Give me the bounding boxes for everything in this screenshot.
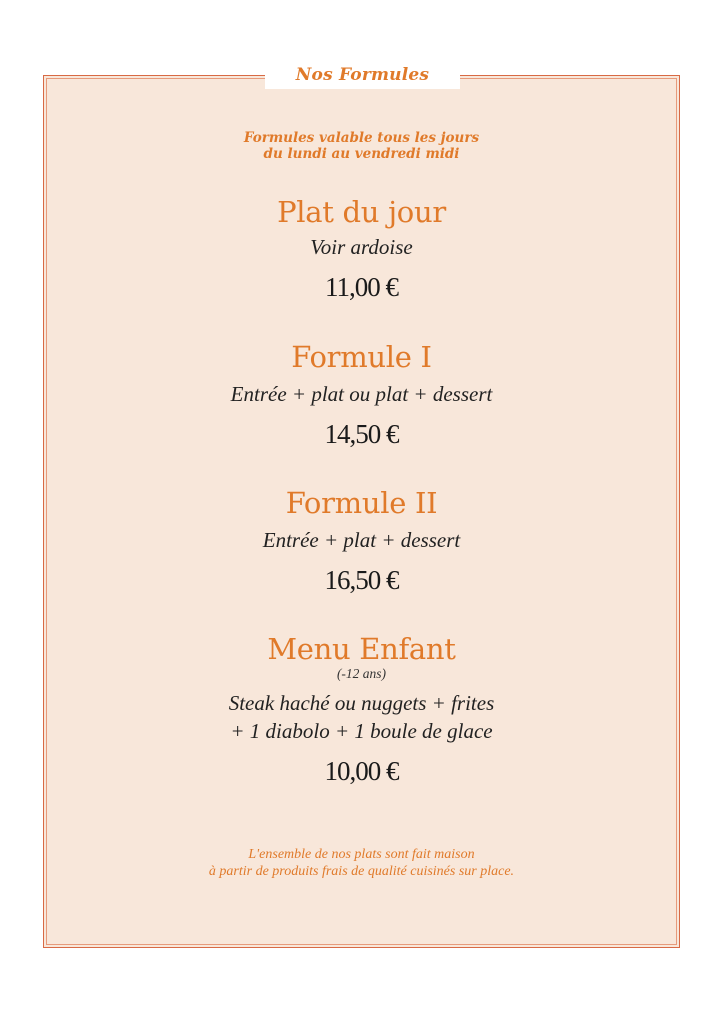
formula-title: Formule II [285, 486, 438, 520]
validity-note [43, 130, 680, 162]
footer-line-1: L'ensemble de nos plats sont fait maison [248, 847, 475, 862]
formula-description: Entrée + plat ou plat + dessert [230, 382, 493, 406]
formula-description: Voir ardoise [310, 235, 413, 259]
footer-line-2: à partir de produits frais de qualité cuisinés sur place. [208, 864, 515, 879]
formula-menu-enfant [43, 632, 680, 787]
formula-price: 11,00 € [325, 272, 398, 302]
formula-price: 10,00 € [324, 756, 399, 786]
formula-title: Plat du jour [277, 195, 446, 229]
formula-description: Entrée + plat + dessert [262, 528, 461, 552]
formula-price: 14,50 € [324, 419, 399, 449]
formula-plat-du-jour [43, 195, 680, 303]
page-title: Nos Formules [265, 62, 460, 89]
footer-note [43, 846, 680, 880]
validity-line-2: du lundi au vendredi midi [263, 146, 460, 162]
formula-description-line-2: + 1 diabolo + 1 boule de glace [230, 719, 493, 743]
formula-age-note: (-12 ans) [336, 666, 387, 681]
formula-title: Formule I [291, 340, 432, 374]
formula-description-line-1: Steak haché ou nuggets + frites [228, 691, 495, 715]
validity-line-1: Formules valable tous les jours [243, 130, 480, 146]
formula-price: 16,50 € [324, 565, 399, 595]
formula-1 [43, 340, 680, 450]
formula-2 [43, 486, 680, 596]
formula-title: Menu Enfant [267, 632, 456, 666]
